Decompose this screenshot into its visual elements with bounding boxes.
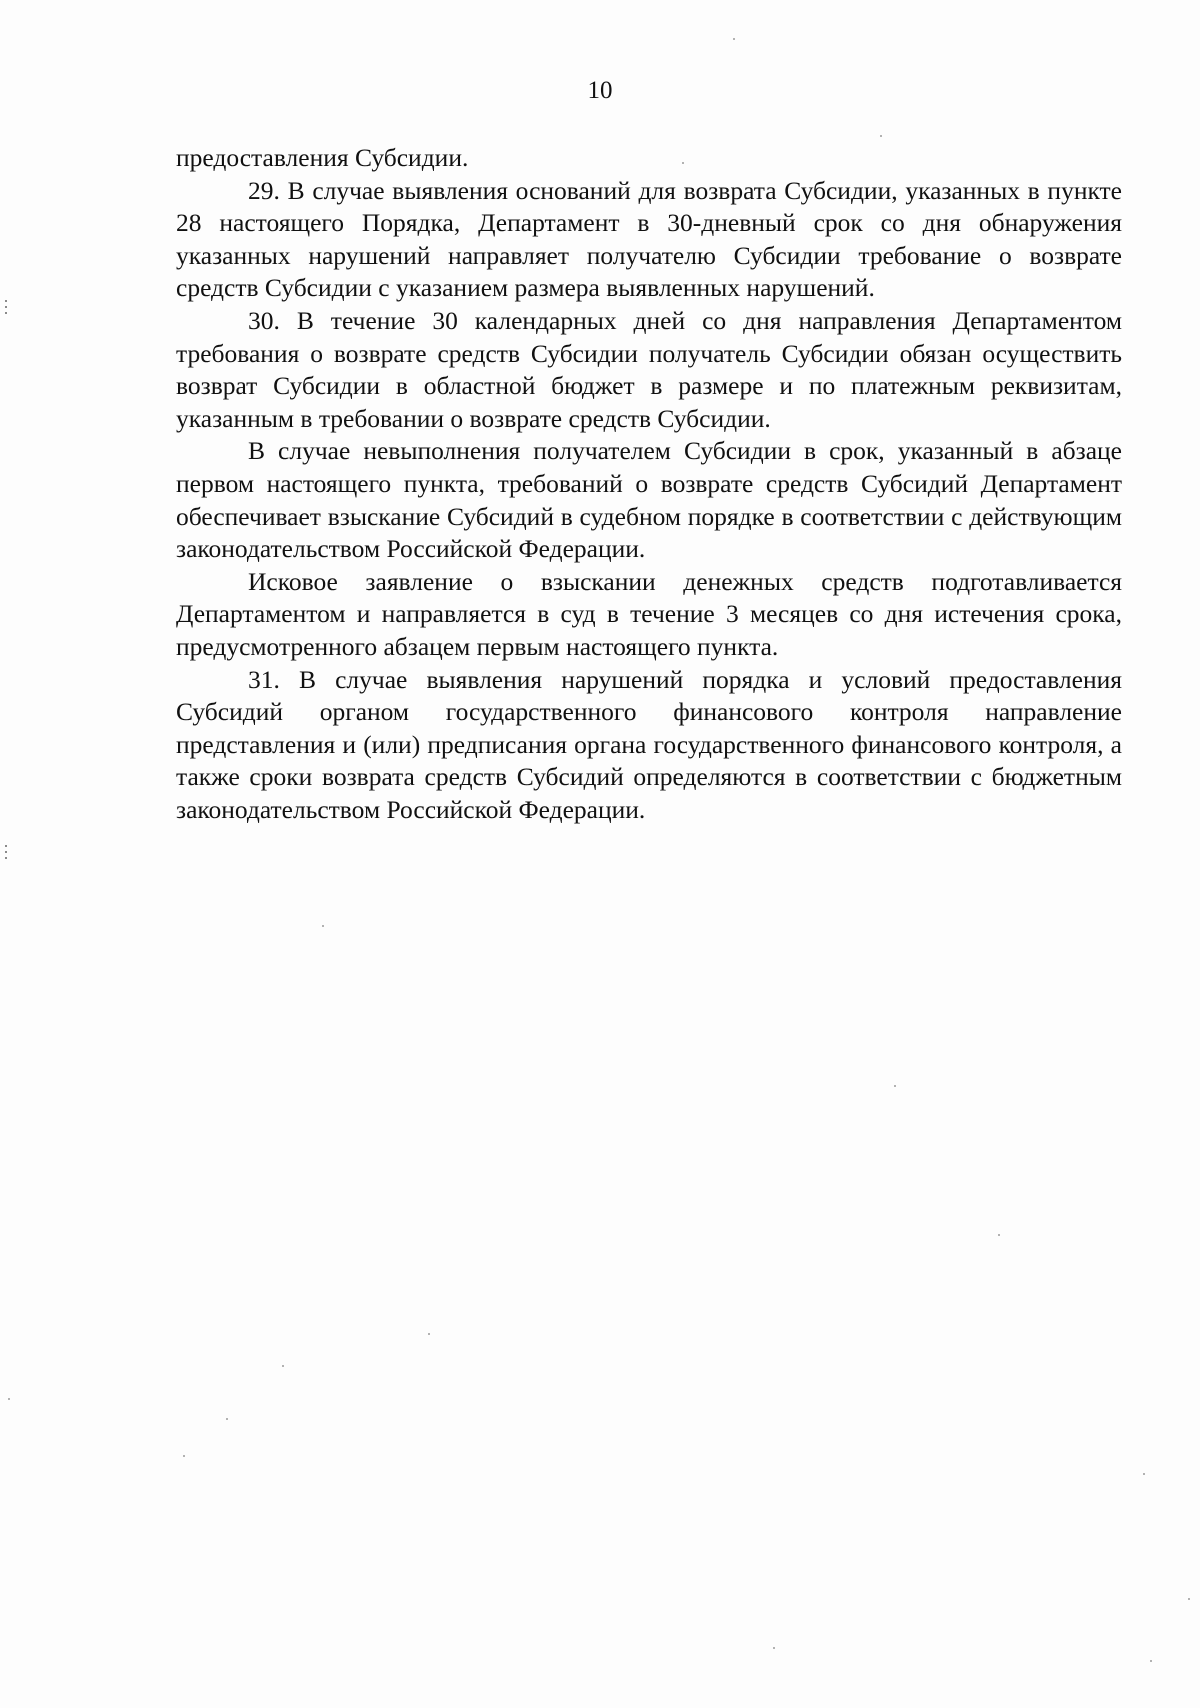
scan-speck [282, 1365, 284, 1367]
page-number: 10 [587, 77, 613, 104]
scan-speck [183, 1455, 185, 1457]
scan-speck [322, 925, 324, 927]
paragraph-item-30: 30. В течение 30 календарных дней со дня направления Департаментом требования о возврате средств Субсидии получатель Субсидии обязан осуществить возврат Субсидии в областной бюджет в размере и по платежным реквизитам, указанным в требовании о возврате средств Субсидии. [176, 305, 1122, 433]
paragraph-item-31: 31. В случае выявления нарушений порядка и условий предоставления Субсидий органом государственного финансового контроля направление представления и (или) предписания органа государственного финансового контроля, а также сроки возврата средств Субсидий определяются в соответствии с бюджетным законодательством Российской Федерации. [176, 664, 1122, 824]
scan-speck [773, 1647, 775, 1649]
scan-speck [880, 135, 882, 137]
paragraph-item-30-nonpayment: В случае невыполнения получателем Субсидии в срок, указанный в абзаце первом настоящего пункта, требований о возврате средств Субсидий Департамент обеспечивает взыскание Субсидий в судебном порядке в соответствии с действующим законодательством Российской Федерации. [176, 436, 1122, 564]
paragraph-item-30-lawsuit: Исковое заявление о взыскании денежных средств подготавливается Департаментом и направляется в суд в течение 3 месяцев со дня истечения срока, предусмотренного абзацем первым настоящего пункта. [176, 566, 1122, 661]
paragraph-item-29: 29. В случае выявления оснований для возврата Субсидии, указанных в пункте 28 настоящего Порядка, Департамент в 30-дневный срок со дня обнаружения указанных нарушений направляет получателю Субсидии требование о возврате средств Субсидии с указанием размера выявленных нарушений. [176, 175, 1122, 303]
scan-speck [226, 1418, 228, 1420]
document-body [176, 142, 1122, 826]
scan-speck [8, 1398, 10, 1400]
scan-speck [1143, 1473, 1145, 1475]
scan-speck [1150, 1660, 1152, 1662]
scan-speck [1188, 1598, 1190, 1600]
scan-speck [894, 1085, 896, 1087]
paragraph-continuation: предоставления Субсидии. [176, 143, 469, 172]
scan-speck [998, 1234, 1000, 1236]
scan-speck [428, 1333, 430, 1335]
scan-speck [682, 162, 684, 164]
scan-speck [733, 38, 735, 40]
scan-edge-mark [5, 845, 7, 859]
scan-edge-mark [5, 300, 7, 314]
